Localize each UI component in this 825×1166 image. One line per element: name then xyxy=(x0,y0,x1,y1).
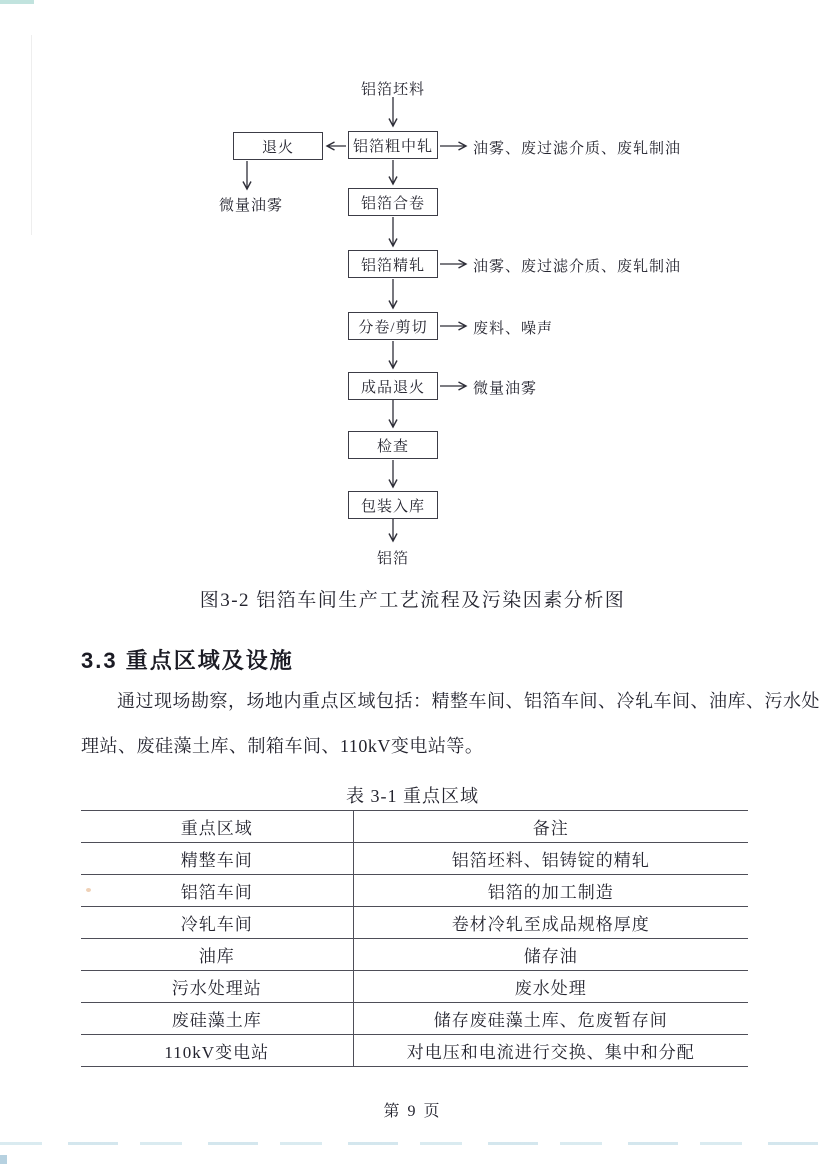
table-title: 表 3-1 重点区域 xyxy=(346,786,479,806)
table-row xyxy=(81,907,748,939)
table-row xyxy=(81,1035,748,1067)
table-cell-area: 油库 xyxy=(81,939,353,971)
paragraph-line-1: 通过现场勘察，场地内重点区域包括：精整车间、铝箔车间、冷轧车间、油库、污水处 xyxy=(117,691,820,711)
flow-emission-3: 废料、噪声 xyxy=(473,321,554,337)
table-header-area: 重点区域 xyxy=(81,811,353,843)
table-row xyxy=(81,1003,748,1035)
flow-step-label: 成品退火 xyxy=(360,379,425,396)
flow-output-label: 铝箔 xyxy=(376,551,409,567)
table-cell-area: 冷轧车间 xyxy=(81,907,353,939)
flow-emission-4: 微量油雾 xyxy=(473,381,538,397)
table-cell-area: 废硅藻土库 xyxy=(81,1003,353,1035)
table-row xyxy=(81,971,748,1003)
table-cell-area: 精整车间 xyxy=(81,843,353,875)
table-row xyxy=(81,939,748,971)
section-heading: 3.3 重点区域及设施 xyxy=(81,648,294,673)
table-cell-area: 铝箔车间 xyxy=(81,875,353,907)
flow-step-rough-rolling xyxy=(348,131,438,159)
scan-artifact xyxy=(31,35,32,235)
flow-step-slitting xyxy=(348,312,438,340)
table-header-note: 备注 xyxy=(532,819,569,838)
table-cell-note: 对电压和电流进行交换、集中和分配 xyxy=(406,1043,695,1062)
table-cell-note: 卷材冷轧至成品规格厚度 xyxy=(451,915,650,934)
table-cell-note: 铝箔坯料、铝铸锭的精轧 xyxy=(451,851,650,870)
flow-step-label: 铝箔合卷 xyxy=(360,195,425,212)
flow-step-label: 检查 xyxy=(376,438,409,455)
table-header-row xyxy=(81,811,748,843)
scan-artifact xyxy=(86,888,91,892)
flow-emission-1: 油雾、废过滤介质、废轧制油 xyxy=(473,141,682,157)
key-areas-table xyxy=(81,810,748,1067)
scan-artifact xyxy=(0,1142,825,1145)
page-number: 第 9 页 xyxy=(383,1103,442,1120)
flow-step-coil-combining xyxy=(348,188,438,216)
table-cell-area: 110kV变电站 xyxy=(81,1035,353,1067)
table-cell-note: 储存油 xyxy=(523,947,578,966)
table-cell-note: 废水处理 xyxy=(514,979,587,998)
table-cell-area: 污水处理站 xyxy=(81,971,353,1003)
flow-step-final-annealing xyxy=(348,372,438,400)
flow-step-label: 铝箔粗中轧 xyxy=(352,138,433,155)
paragraph-line-2: 理站、废硅藻土库、制箱车间、110kV变电站等。 xyxy=(81,736,484,756)
table-row xyxy=(81,875,748,907)
flow-step-label: 退火 xyxy=(261,139,294,156)
table-row xyxy=(81,843,748,875)
flow-emission-2: 油雾、废过滤介质、废轧制油 xyxy=(473,259,682,275)
flow-input-label: 铝箔坯料 xyxy=(360,82,425,98)
flow-step-label: 包装入库 xyxy=(360,498,425,515)
table-cell-note: 铝箔的加工制造 xyxy=(487,883,614,902)
flow-step-packing xyxy=(348,491,438,519)
scan-artifact xyxy=(0,0,34,4)
flow-step-label: 铝箔精轧 xyxy=(360,257,425,274)
table-cell-note: 储存废硅藻土库、危废暂存间 xyxy=(433,1011,668,1030)
flow-step-inspection xyxy=(348,431,438,459)
flow-step-fine-rolling xyxy=(348,250,438,278)
scan-artifact xyxy=(0,1155,7,1164)
figure-caption: 图3-2 铝箔车间生产工艺流程及污染因素分析图 xyxy=(199,590,626,611)
flow-step-label: 分卷/剪切 xyxy=(358,319,428,336)
flow-annealing-emission: 微量油雾 xyxy=(219,198,284,214)
flow-annealing-box xyxy=(233,132,323,160)
